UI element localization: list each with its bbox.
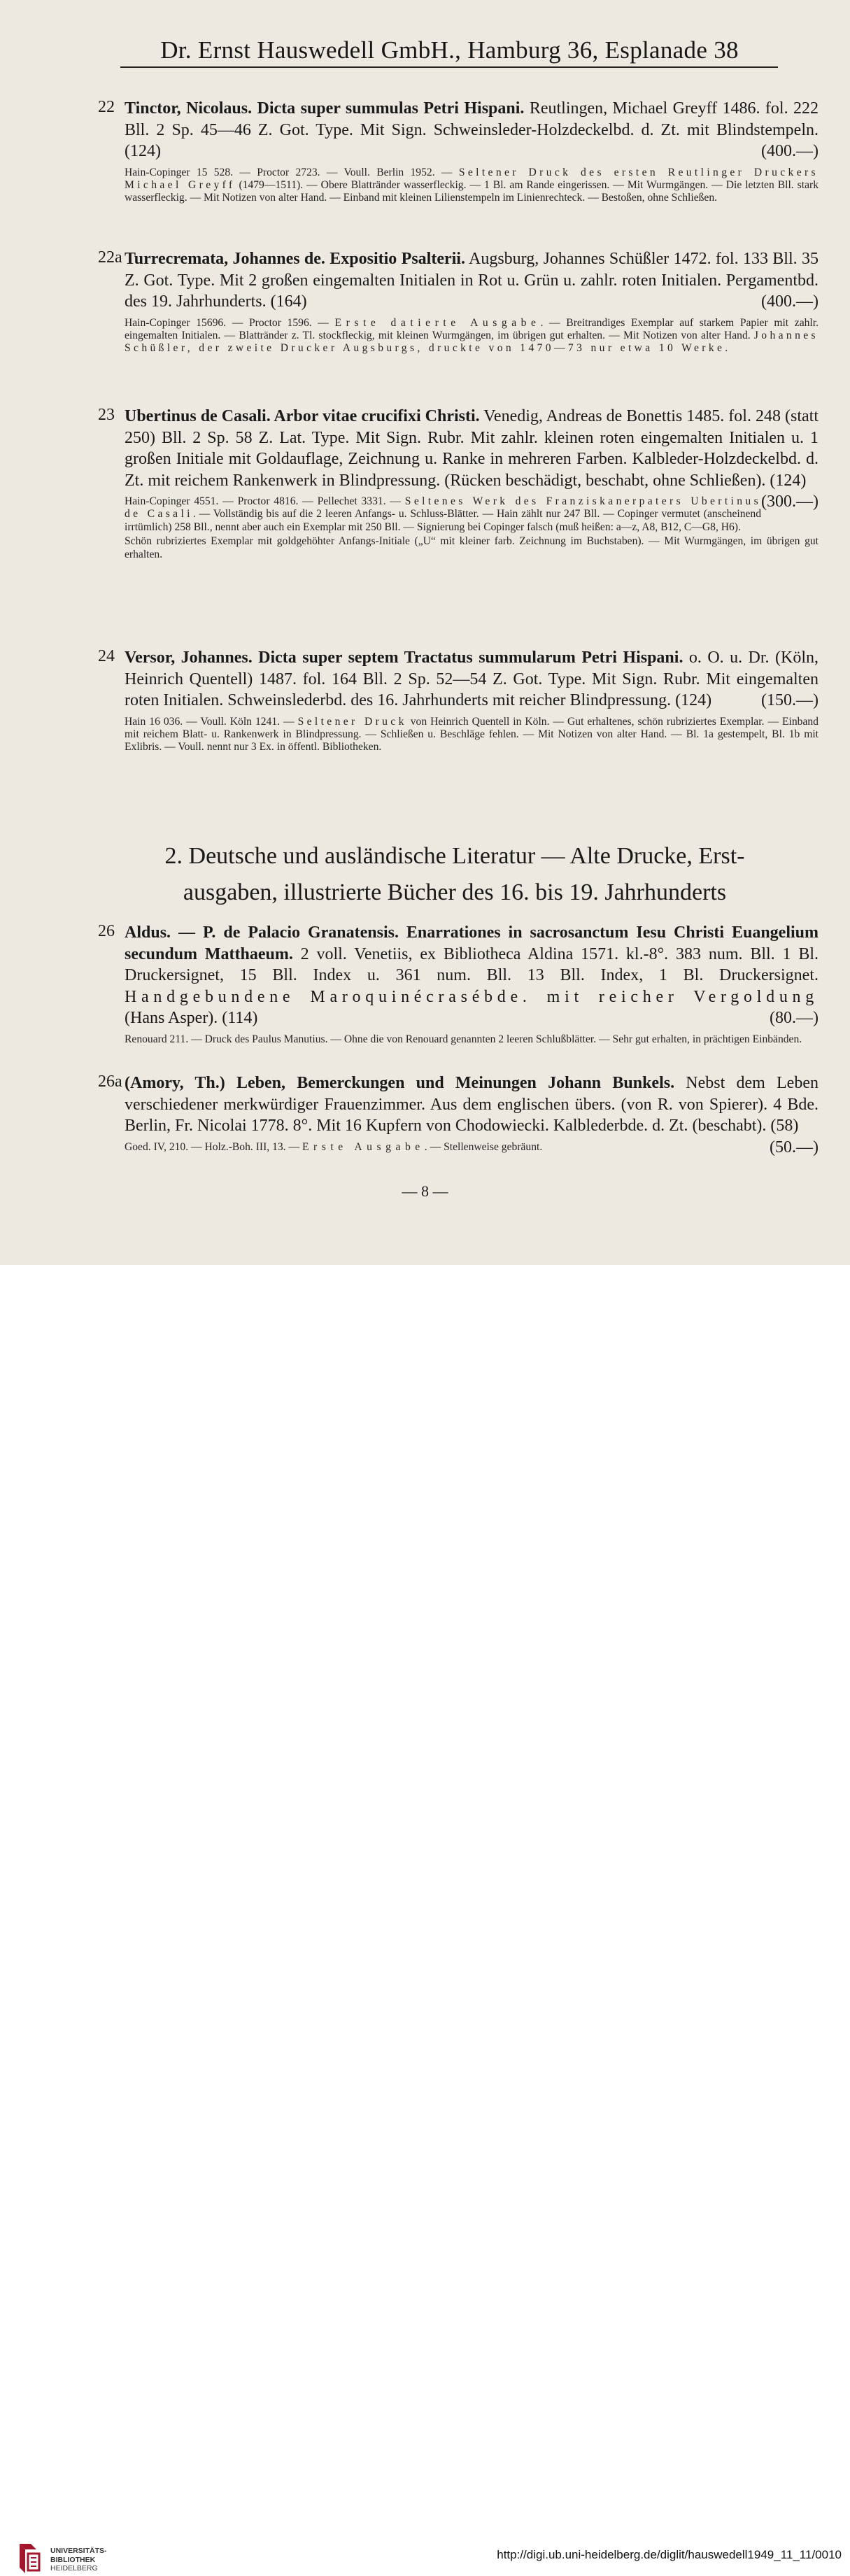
note-text: von Heinrich Quentell in Köln. — Gut erhaltenes, schön rubriziertes Exemplar. — Einband mit reichem Blatt- u. Rankenwerk in Blindpressung. — Schließen u. Beschläge fehlen. — Mit Notizen von alter Hand. — Bl. 1a gestempelt, Bl. 1b mit Exlibris. — Voull. nennt nur 3 Ex. in öffentl. Bibliotheken. — [125, 715, 819, 753]
entry-number: 22a — [98, 248, 122, 267]
entry-note: Renouard 211. — Druck des Paulus Manutius. — Ohne die von Renouard genannten 2 leeren Schlußblätter. — Sehr gut erhalten, in prächtigen Einbänden. — [125, 1033, 802, 1045]
entry-note — [125, 1141, 819, 1154]
entry-title-spaced: Handgebundene Maroquinécrasébde. mit reicher Vergoldung — [125, 987, 819, 1006]
entry-title-rest: Venedig, Andreas de Bonettis 1485. fol. 248 (statt 250) Bll. 2 Sp. 58 Z. Lat. Type. Mit Sign. Rubr. Mit zahlr. kleinen roten eingemalten Initialen u. 1 großen Initiale mit Goldauflage, Zeichnung u. Ranke in mehreren Farben. Kalbleder-Holzdeckelbd. d. Zt. mit reichem Rankenwerk in Blindpressung. (Rücken beschädigt, beschabt, ohne Schließen). (124) — [125, 407, 819, 490]
note-text: (1479—1511). — Obere Blattränder wasserfleckig. — 1 Bl. am Rande eingerissen. — Mit Wurmgängen. — Die letzten Bll. stark wasserfleckig. — Mit Notizen von alter Hand. — Einband mit kleinen Lilienstempeln im Linienrechteck. — Bestoßen, ohne Schließen. — [125, 178, 819, 204]
note-text: . — Vollständig bis auf die 2 leeren Anfangs- u. Schluss-Blätter. — Hain zählt nur 247 Bll. — Copinger vermutet (anscheinend irrtümlich) 258 Bll., nennt aber auch ein Exemplar mit 250 Bll. — Signierung bei Copinger falsch (muß heißen: a—z, A8, B12, C—G8, H6). — [125, 508, 762, 533]
entry-title-bold: Tinctor, Nicolaus. Dicta super summulas Petri Hispani. — [125, 99, 525, 118]
entry-price: (150.—) — [761, 691, 819, 709]
entry-price: (400.—) — [761, 292, 819, 311]
entry-number: 24 — [98, 647, 115, 665]
note-spaced-text: Seltener Druck — [297, 715, 407, 728]
note-text: Hain-Copinger 15696. — Proctor 1596. — — [125, 316, 335, 329]
section-heading-line: ausgaben, illustrierte Bücher des 16. bis 19. Jahrhunderts — [183, 879, 727, 905]
logo-line: UNIVERSITÄTS- — [50, 2547, 107, 2555]
note-spaced-text: Seltener Druck des ersten Reutlinger Druckers Michael Greyff — [125, 166, 819, 191]
section-heading — [98, 838, 812, 911]
entry-title-rest: Augsburg, Johannes Schüßler 1472. fol. 133 Bll. 35 Z. Got. Type. Mit 2 großen eingemalten Initialen in Rot u. Grün u. zahlr. roten Initialen. Pergamentbd. des 19. Jahrhunderts. (164) — [125, 250, 819, 311]
entry-price: (80.—) — [770, 1009, 819, 1027]
entry-title-bold: Aldus. — P. de Palacio Granatensis. Enarrationes in sacrosanctum Iesu Christi Euangelium secundum Matthaeum. — [125, 923, 819, 963]
note-text: Goed. IV, 210. — Holz.-Boh. III, 13. — — [125, 1140, 302, 1153]
catalog-entry-22a — [98, 248, 819, 355]
entry-note — [125, 716, 819, 754]
entry-title-bold: Ubertinus de Casali. Arbor vitae crucifixi Christi. — [125, 407, 480, 425]
note-spaced-text: Erste datierte Ausgabe — [334, 316, 541, 329]
section-heading-line: 2. Deutsche und ausländische Literatur — Alte Drucke, Erst- — [164, 843, 745, 869]
logo-line: BIBLIOTHEK — [50, 2555, 96, 2564]
entry-price: (300.—) — [761, 493, 819, 511]
catalog-entry-26 — [98, 922, 819, 1046]
entry-title — [125, 248, 819, 313]
logo-line: HEIDELBERG — [50, 2564, 98, 2573]
library-footer — [0, 1265, 850, 2573]
entry-title-bold: Turrecremata, Johannes de. Expositio Psalterii. — [125, 250, 465, 268]
entry-title-bold: (Amory, Th.) Leben, Bemerckungen und Meinungen Johann Bunkels. — [125, 1074, 675, 1092]
entry-title-tail: (Hans Asper). (114) — [125, 1009, 258, 1027]
page-number: — 8 — — [402, 1182, 448, 1200]
header-rule — [120, 66, 778, 68]
note-spaced-text: Johannes Schüßler, der zweite Drucker Augsburgs, druckte von 1470—73 nur etwa 10 Werke. — [125, 329, 819, 355]
entry-price: (50.—) — [770, 1138, 819, 1156]
entry-note-continued: Schön rubriziertes Exemplar mit goldgehöhter Anfangs-Initiale („U“ mit kleiner farb. Zeichnung im Buchstaben). — Mit Wurmgängen, im übrigen gut erhalten. — [125, 535, 819, 560]
scanned-page — [0, 0, 850, 1265]
note-text: Hain-Copinger 15 528. — Proctor 2723. — Voull. Berlin 1952. — — [125, 166, 459, 178]
note-spaced-text: Erste Ausgabe — [302, 1140, 425, 1153]
note-spaced-text: Seltenes Werk des Franziskanerpaters Ubertinus de Casali — [125, 495, 762, 521]
entry-title-rest: o. O. u. Dr. (Köln, Heinrich Quentell) 1487. fol. 164 Bll. 2 Sp. 52—54 Z. Got. Type. Mit Sign. Rubr. Mit eingemalten roten Initialen. Schweinslederbd. des 16. Jahrhunderts mit reicher Blindpressung. (124) — [125, 649, 819, 709]
entry-number: 22 — [98, 98, 115, 116]
entry-title — [125, 98, 819, 162]
entry-number: 23 — [98, 406, 115, 424]
library-logo-icon — [15, 2540, 43, 2576]
entry-title-rest: Reutlingen, Michael Greyff 1486. fol. 222 Bll. 2 Sp. 45—46 Z. Got. Type. Mit Sign. Schweinsleder-Holzdeckelbd. d. Zt. mit Blindstempeln. (124) — [125, 99, 819, 160]
page-header: Dr. Ernst Hauswedell GmbH., Hamburg 36, Esplanade 38 — [160, 36, 739, 64]
catalog-entry-26a — [98, 1073, 819, 1158]
catalog-entry-23 — [98, 406, 819, 561]
entry-title-rest: Nebst dem Leben verschiedener merkwürdiger Frauenzimmer. Aus dem englischen übers. (von R. von Spierer). 4 Bde. Berlin, Fr. Nicolai 1778. 8°. Mit 16 Kupfern von Chodowiecki. Kalblederbde. d. Zt. (beschabt). (58) — [125, 1074, 819, 1135]
entry-note — [125, 167, 819, 205]
entry-note — [125, 495, 819, 534]
note-text: Hain-Copinger 4551. — Proctor 4816. — Pellechet 3331. — — [125, 495, 405, 507]
entry-title — [125, 922, 819, 1029]
catalog-entry-22 — [98, 98, 819, 205]
note-text: . — Breitrandiges Exemplar auf starkem Papier mit zahlr. eingemalten Initialen. — Blattränder z. Tl. stockfleckig, mit kleinen Wurmgängen, im übrigen gut erhalten. — Mit Notizen von alter Hand. — [125, 316, 819, 341]
entry-number: 26 — [98, 922, 115, 940]
entry-number: 26a — [98, 1073, 122, 1091]
entry-price: (400.—) — [761, 142, 819, 160]
note-text: Hain 16 036. — Voull. Köln 1241. — — [125, 715, 298, 728]
entry-title — [125, 647, 819, 712]
entry-note — [125, 317, 819, 355]
note-text: . — Stellenweise gebräunt. — [424, 1140, 543, 1153]
source-url-link[interactable]: http://digi.ub.uni-heidelberg.de/diglit/hauswedell1949_11_11/0010 — [497, 2548, 842, 2561]
library-logo-text — [50, 2547, 107, 2573]
entry-title-bold: Versor, Johannes. Dicta super septem Tractatus summularum Petri Hispani. — [125, 649, 683, 667]
entry-title-rest: 2 voll. Venetiis, ex Bibliotheca Aldina 1571. kl.-8°. 383 num. Bll. 1 Bl. Druckersignet, 15 Bll. Index u. 361 num. Bll. 13 Bll. Index, 1 Bl. Druckersignet. — [125, 944, 819, 984]
catalog-entry-24 — [98, 647, 819, 754]
